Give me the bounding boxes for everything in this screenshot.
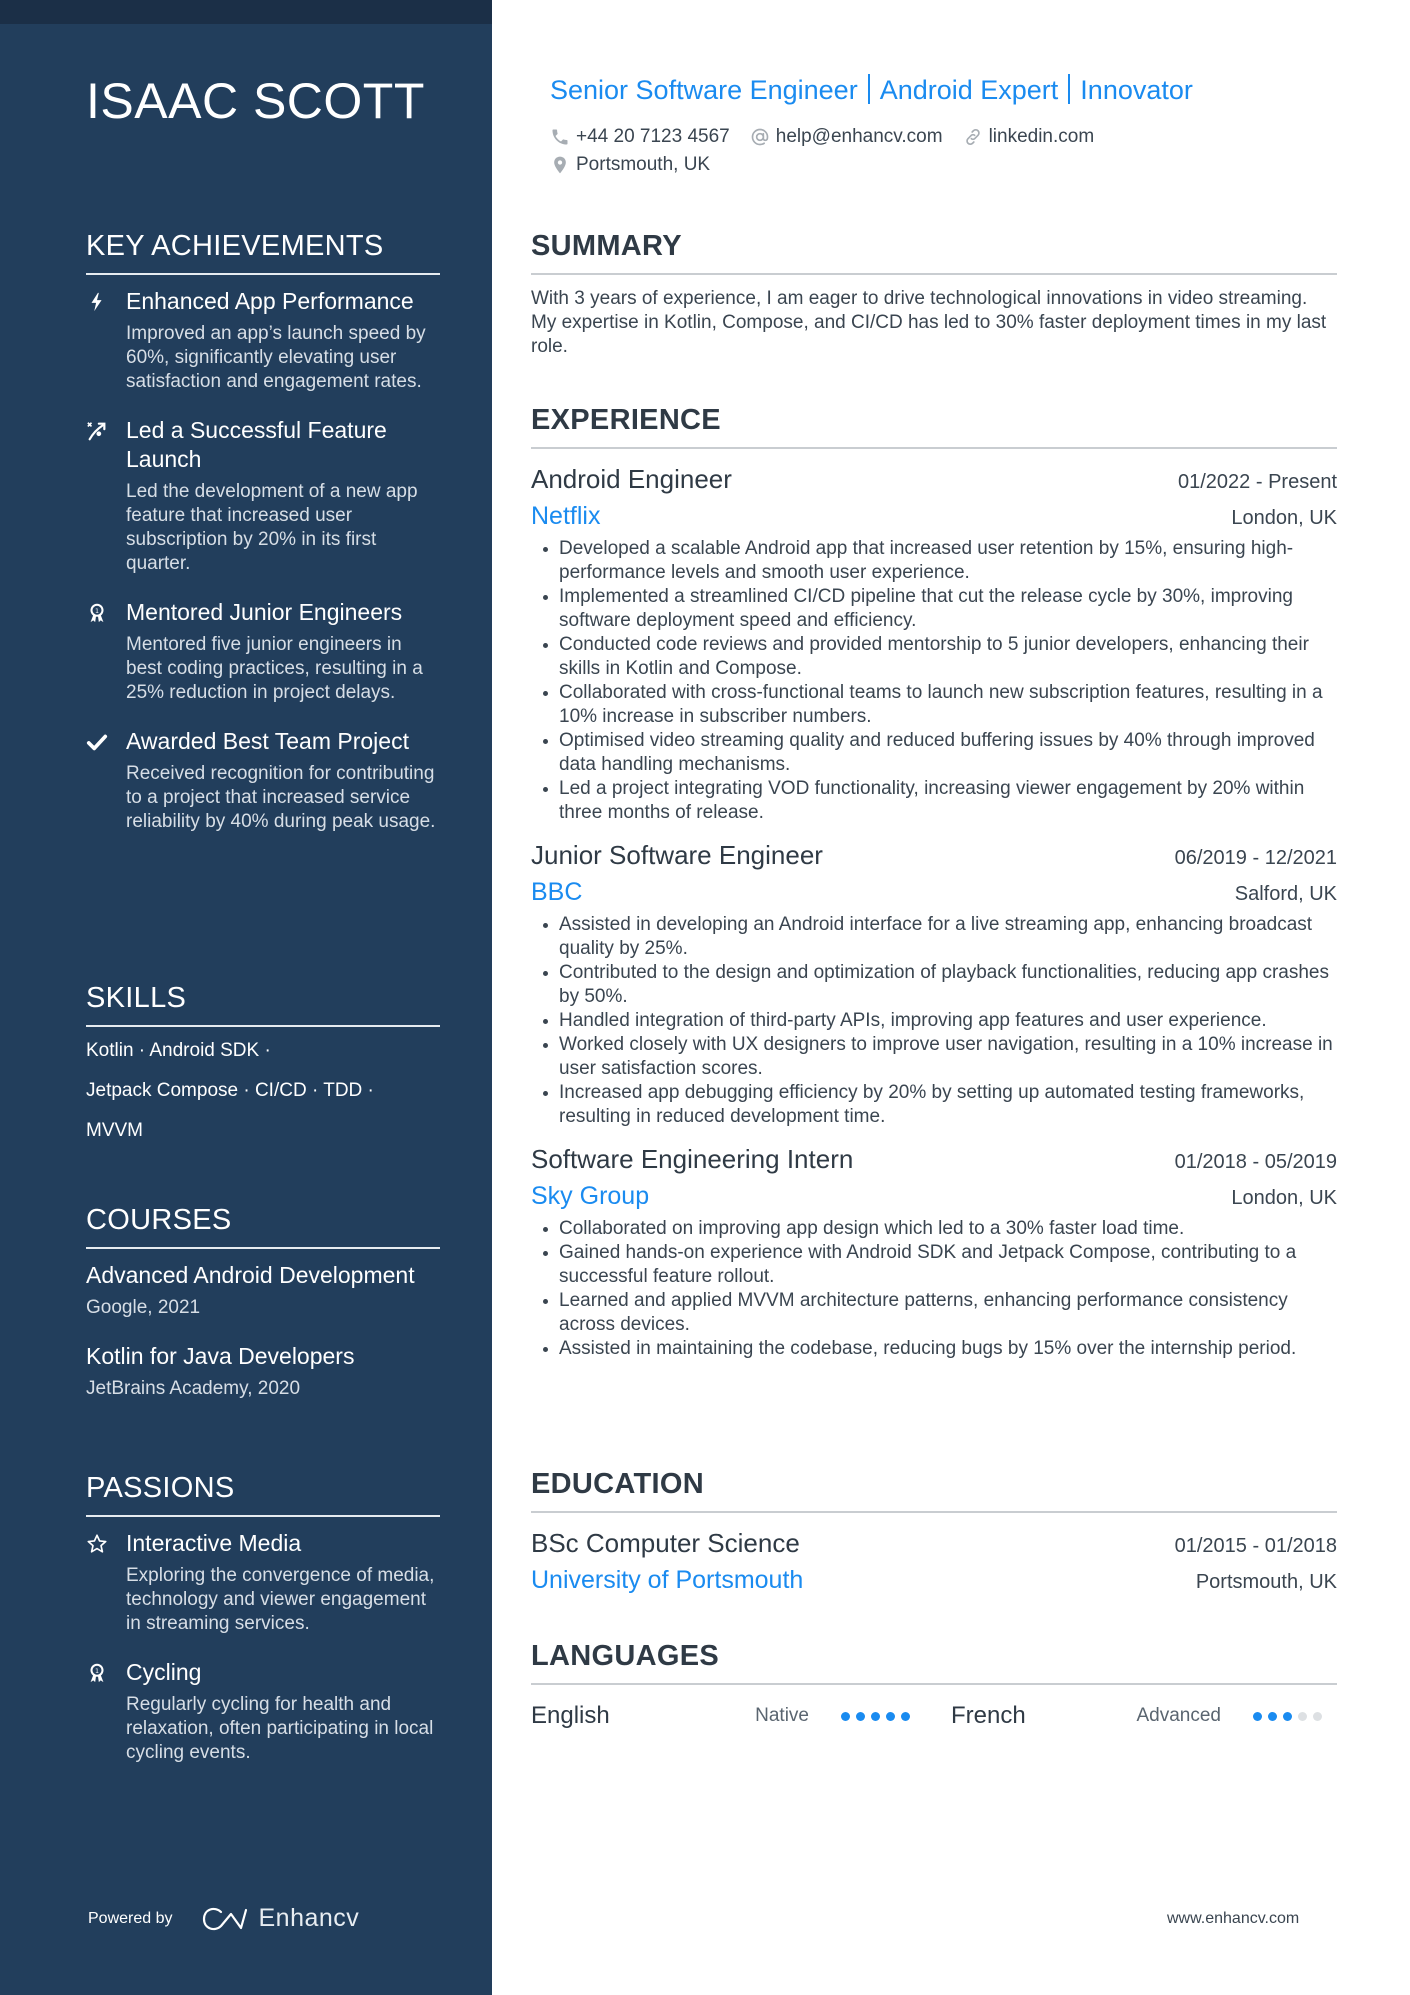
job-dates: 01/2018 - 05/2019	[1174, 1151, 1337, 1173]
bullet-item: Collaborated on improving app design which led to a 30% faster load time.	[531, 1217, 1337, 1241]
dot-filled	[841, 1712, 850, 1721]
bullet-item: Assisted in maintaining the codebase, reducing bugs by 15% over the internship period.	[531, 1337, 1337, 1361]
achievement-item	[86, 416, 440, 576]
experience-section	[531, 404, 1337, 1373]
language-level: Native	[755, 1705, 809, 1726]
education-entry	[531, 1525, 1337, 1599]
job-bullets	[531, 1217, 1337, 1361]
job-location: Salford, UK	[1234, 883, 1337, 905]
headline-part: Innovator	[1080, 75, 1193, 105]
location-row	[550, 154, 730, 176]
location-contact	[550, 154, 710, 176]
proficiency-dots	[841, 1712, 916, 1721]
enhancv-logo[interactable]	[201, 1904, 360, 1933]
dot-filled	[901, 1712, 910, 1721]
dot-filled	[1268, 1712, 1277, 1721]
section-title: SUMMARY	[531, 230, 1337, 275]
education-section	[531, 1468, 1337, 1611]
language-item	[531, 1702, 951, 1730]
award-ribbon-icon	[86, 1658, 126, 1765]
job-title: Android Engineer	[531, 464, 732, 494]
job-location: London, UK	[1231, 507, 1337, 529]
email-contact[interactable]	[750, 126, 943, 148]
summary-section	[531, 230, 1337, 359]
job-dates: 06/2019 - 12/2021	[1174, 847, 1337, 869]
star-outline-icon	[86, 1529, 126, 1636]
languages-row	[531, 1697, 1337, 1735]
education-location: Portsmouth, UK	[1195, 1571, 1337, 1593]
language-name: French	[951, 1702, 1026, 1729]
linkedin-contact[interactable]	[963, 126, 1095, 148]
dot-filled	[856, 1712, 865, 1721]
dot-empty	[1313, 1712, 1322, 1721]
headline-separator	[868, 74, 870, 104]
company-name[interactable]: BBC	[531, 878, 583, 906]
headline-part: Android Expert	[879, 75, 1059, 105]
achievement-description: Received recognition for contributing to a project that increased service reliability by 40% during peak usage.	[126, 763, 436, 832]
section-title: LANGUAGES	[531, 1640, 1337, 1685]
passion-description: Exploring the convergence of media, technology and viewer engagement in streaming services.	[126, 1565, 435, 1634]
headline-part: Senior Software Engineer	[550, 75, 858, 105]
languages-section	[531, 1640, 1337, 1735]
bullet-item: Conducted code reviews and provided mentorship to 5 junior developers, enhancing their skills in Kotlin and Compose.	[531, 633, 1337, 681]
education-dates: 01/2015 - 01/2018	[1174, 1535, 1337, 1557]
summary-text: With 3 years of experience, I am eager to drive technological innovations in video streaming. My expertise in Kotlin, Compose, and CI/CD has led to 30% faster deployment times in my last role.	[531, 288, 1327, 357]
powered-by-label: Powered by	[88, 1909, 173, 1927]
location-pin-icon	[550, 155, 570, 175]
dot-filled	[871, 1712, 880, 1721]
bullet-item: Optimised video streaming quality and reduced buffering issues by 40% through improved data handling mechanisms.	[531, 729, 1337, 777]
course-title: Advanced Android Development	[86, 1262, 415, 1288]
linkedin-url: linkedin.com	[988, 126, 1095, 147]
job-dates: 01/2022 - Present	[1178, 471, 1337, 493]
section-title: PASSIONS	[86, 1472, 440, 1517]
job-title: Junior Software Engineer	[531, 840, 823, 870]
headline	[550, 74, 1193, 106]
bullet-item: Handled integration of third-party APIs, improving app features and user experience.	[531, 1009, 1337, 1033]
course-provider: JetBrains Academy, 2020	[86, 1378, 301, 1399]
location-text: Portsmouth, UK	[576, 154, 711, 175]
checkmark-icon	[86, 727, 126, 834]
svg-text:1: 1	[94, 1667, 100, 1675]
passion-description: Regularly cycling for health and relaxation, often participating in local cycling events.	[126, 1694, 434, 1763]
course-item	[86, 1342, 440, 1401]
phone-number: +44 20 7123 4567	[576, 126, 730, 147]
section-title: EDUCATION	[531, 1468, 1337, 1513]
course-provider: Google, 2021	[86, 1297, 201, 1318]
key-achievements-section	[86, 230, 440, 856]
sidebar	[0, 0, 492, 1995]
degree: BSc Computer Science	[531, 1528, 800, 1558]
job-bullets	[531, 913, 1337, 1129]
powered-by	[88, 1904, 359, 1933]
contact-row	[550, 126, 1114, 148]
dot-empty	[1298, 1712, 1307, 1721]
job-title: Software Engineering Intern	[531, 1144, 854, 1174]
launch-path-icon	[86, 416, 126, 576]
passion-item	[86, 1529, 440, 1636]
candidate-name: ISAAC SCOTT	[86, 73, 425, 129]
lightning-icon	[86, 287, 126, 394]
enhancv-brand: Enhancv	[258, 1904, 360, 1932]
bullet-item: Collaborated with cross-functional teams to launch new subscription features, resulting in a 10% increase in subscriber numbers.	[531, 681, 1337, 729]
language-item	[951, 1702, 1337, 1730]
section-title: EXPERIENCE	[531, 404, 1337, 449]
course-title: Kotlin for Java Developers	[86, 1343, 355, 1369]
company-name[interactable]: Sky Group	[531, 1182, 650, 1210]
bullet-item: Contributed to the design and optimization of playback functionalities, reducing app crashes by 50%.	[531, 961, 1337, 1009]
dot-filled	[1283, 1712, 1292, 1721]
dot-filled	[886, 1712, 895, 1721]
passion-title: Interactive Media	[126, 1530, 302, 1556]
courses-section	[86, 1204, 440, 1423]
language-level: Advanced	[1136, 1705, 1221, 1726]
dot-filled	[1253, 1712, 1262, 1721]
school-name[interactable]: University of Portsmouth	[531, 1566, 804, 1594]
phone-icon	[550, 127, 570, 147]
svg-text:1: 1	[94, 607, 100, 615]
achievement-description: Improved an app’s launch speed by 60%, significantly elevating user satisfaction and engagement rates.	[126, 323, 426, 392]
achievement-item	[86, 598, 440, 705]
headline-separator	[1068, 74, 1070, 104]
at-sign-icon	[750, 127, 770, 147]
achievement-item	[86, 727, 440, 834]
website-link[interactable]: www.enhancv.com	[1167, 1910, 1300, 1927]
sidebar-top-strip	[0, 0, 492, 24]
skills-line: MVVM	[86, 1120, 143, 1141]
achievement-description: Led the development of a new app feature that increased user subscription by 20% in its first quarter.	[126, 481, 418, 574]
bullet-item: Assisted in developing an Android interface for a live streaming app, enhancing broadcast quality by 25%.	[531, 913, 1337, 961]
achievement-description: Mentored five junior engineers in best coding practices, resulting in a 25% reduction in project delays.	[126, 634, 423, 703]
company-name[interactable]: Netflix	[531, 502, 601, 530]
skills-section	[86, 982, 440, 1159]
bullet-item: Implemented a streamlined CI/CD pipeline that cut the release cycle by 30%, improving software deployment speed and efficiency.	[531, 585, 1337, 633]
bullet-item: Developed a scalable Android app that increased user retention by 15%, ensuring high-performance levels and smooth user experience.	[531, 537, 1337, 585]
job-entry	[531, 837, 1337, 1129]
bullet-item: Learned and applied MVVM architecture patterns, enhancing performance consistency across devices.	[531, 1289, 1337, 1337]
passion-title: Cycling	[126, 1659, 202, 1685]
passions-section	[86, 1472, 440, 1787]
achievement-title: Led a Successful Feature Launch	[126, 417, 387, 472]
award-ribbon-icon	[86, 598, 126, 705]
language-name: English	[531, 1702, 610, 1729]
section-title: SKILLS	[86, 982, 440, 1027]
job-entry	[531, 1141, 1337, 1361]
achievement-title: Mentored Junior Engineers	[126, 599, 403, 625]
bullet-item: Led a project integrating VOD functionality, increasing viewer engagement by 20% within three months of release.	[531, 777, 1337, 825]
skills-line: Jetpack Compose · CI/CD · TDD ·	[86, 1080, 374, 1101]
achievement-title: Awarded Best Team Project	[126, 728, 409, 754]
bullet-item: Worked closely with UX designers to improve user navigation, resulting in a 10% increase in user satisfaction scores.	[531, 1033, 1337, 1081]
skills-line: Kotlin · Android SDK ·	[86, 1040, 271, 1061]
email-address: help@enhancv.com	[775, 126, 943, 147]
link-icon	[963, 127, 983, 147]
section-title: COURSES	[86, 1204, 440, 1249]
achievement-item	[86, 287, 440, 394]
enhancv-infinity-icon	[201, 1906, 249, 1932]
job-bullets	[531, 537, 1337, 825]
job-entry	[531, 461, 1337, 825]
course-item	[86, 1261, 440, 1320]
section-title: KEY ACHIEVEMENTS	[86, 230, 440, 275]
job-location: London, UK	[1231, 1187, 1337, 1209]
passion-item	[86, 1658, 440, 1765]
achievement-title: Enhanced App Performance	[126, 288, 414, 314]
proficiency-dots	[1253, 1712, 1328, 1721]
bullet-item: Gained hands-on experience with Android SDK and Jetpack Compose, contributing to a successful feature rollout.	[531, 1241, 1337, 1289]
phone-contact[interactable]	[550, 126, 730, 148]
bullet-item: Increased app debugging efficiency by 20% by setting up automated testing frameworks, resulting in reduced development time.	[531, 1081, 1337, 1129]
